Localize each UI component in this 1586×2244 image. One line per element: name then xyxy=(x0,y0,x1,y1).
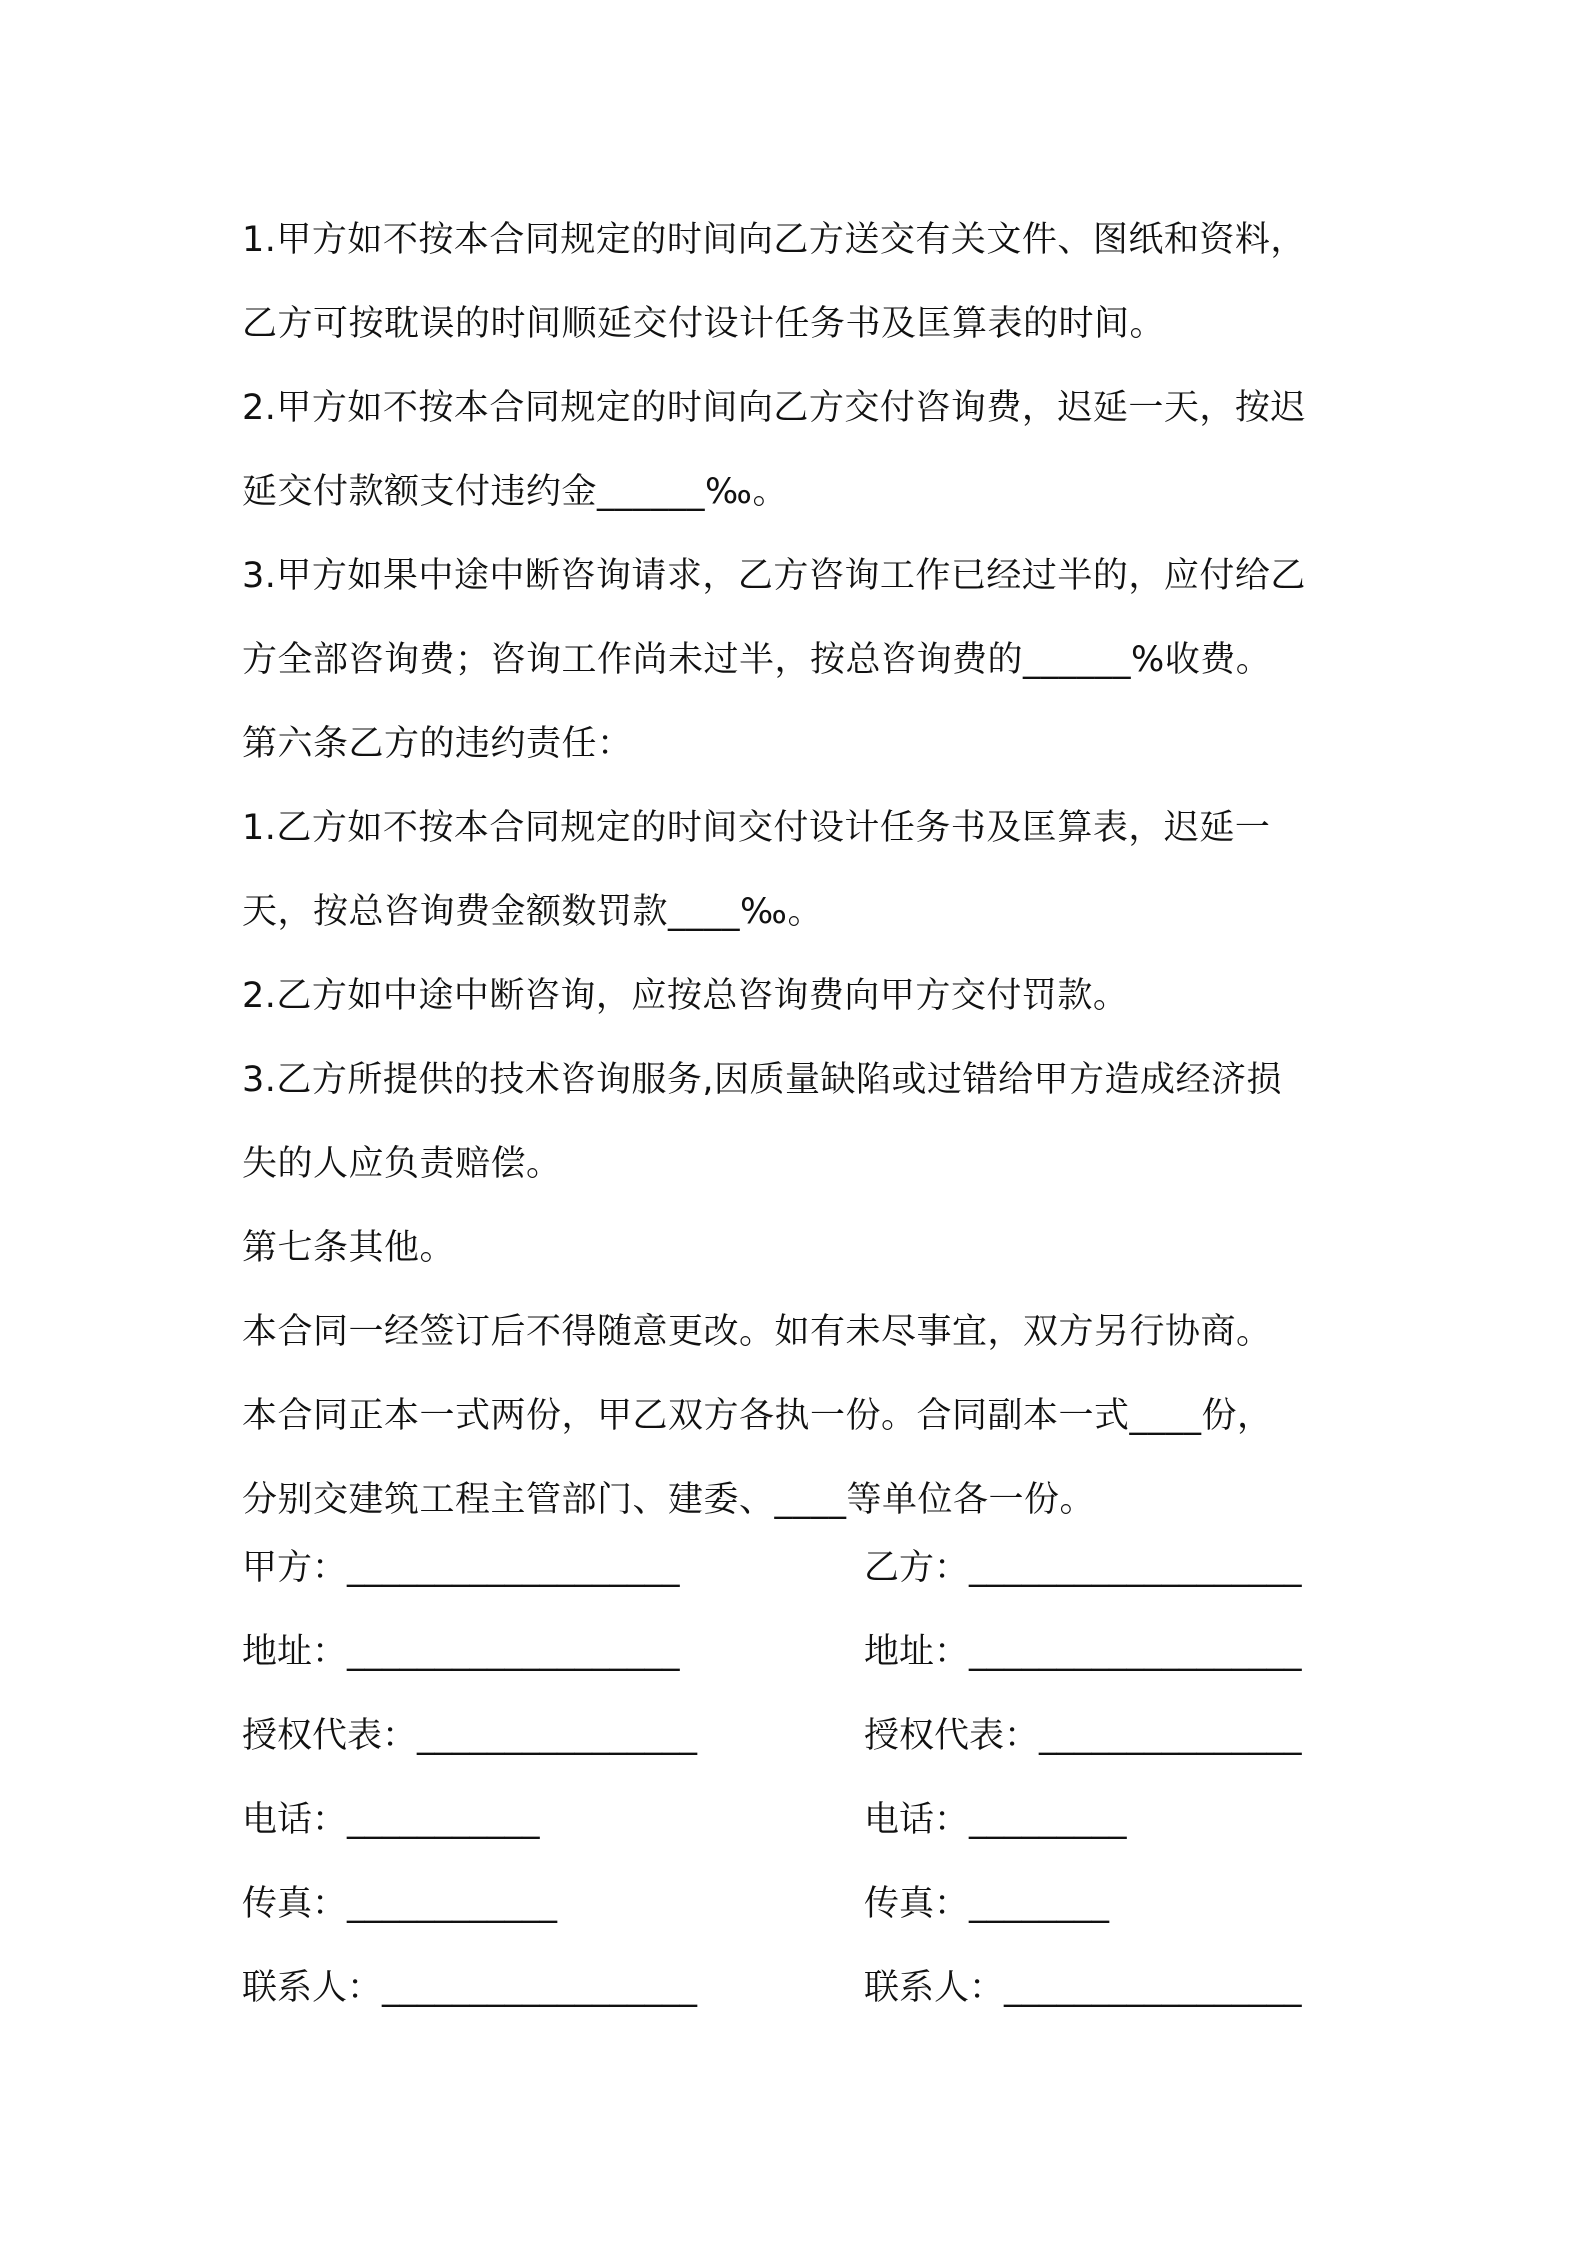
signature-row-address xyxy=(242,1610,1362,1694)
paragraph-line: 2.乙方如中途中断咨询，应按总咨询费向甲方交付罚款。 xyxy=(242,976,1129,1016)
signature-row-party xyxy=(242,1526,1362,1610)
section-heading: 第七条其他。 xyxy=(242,1228,456,1268)
paragraph-line: 失的人应负责赔偿。 xyxy=(242,1144,562,1184)
party-b-name-field: 乙方：___________________ xyxy=(864,1548,1302,1588)
party-a-contact-field: 联系人：__________________ xyxy=(242,1968,698,2008)
paragraph-line: 方全部咨询费；咨询工作尚未过半，按总咨询费的______%收费。 xyxy=(242,640,1272,680)
signature-row-fax xyxy=(242,1862,1362,1946)
signature-row-contact xyxy=(242,1946,1362,2030)
party-a-representative-field: 授权代表：________________ xyxy=(242,1716,698,1756)
signature-row-representative xyxy=(242,1694,1362,1778)
paragraph-line: 3.甲方如果中途中断咨询请求，乙方咨询工作已经过半的，应付给乙 xyxy=(242,556,1306,596)
paragraph-line: 本合同正本一式两份，甲乙双方各执一份。合同副本一式____份， xyxy=(242,1396,1273,1436)
paragraph-line: 天，按总咨询费金额数罚款____‰。 xyxy=(242,892,823,932)
party-b-representative-field: 授权代表：_______________ xyxy=(864,1716,1302,1756)
party-a-address-field: 地址：___________________ xyxy=(242,1632,680,1672)
party-a-fax-field: 传真：____________ xyxy=(242,1884,558,1924)
section-heading: 第六条乙方的违约责任： xyxy=(242,724,633,764)
paragraph-line: 乙方可按耽误的时间顺延交付设计任务书及匡算表的时间。 xyxy=(242,304,1166,344)
party-a-phone-field: 电话：___________ xyxy=(242,1800,540,1840)
paragraph-line: 1.乙方如不按本合同规定的时间交付设计任务书及匡算表，迟延一 xyxy=(242,808,1271,848)
party-b-address-field: 地址：___________________ xyxy=(864,1632,1302,1672)
party-a-name-field: 甲方：___________________ xyxy=(242,1548,680,1588)
party-b-phone-field: 电话：_________ xyxy=(864,1800,1127,1840)
paragraph-line: 2.甲方如不按本合同规定的时间向乙方交付咨询费，迟延一天，按迟 xyxy=(242,388,1306,428)
signature-block xyxy=(242,1526,1362,2030)
contract-text xyxy=(242,198,1362,1542)
paragraph-line: 延交付款额支付违约金______‰。 xyxy=(242,472,788,512)
party-b-contact-field: 联系人：_________________ xyxy=(864,1968,1302,2008)
paragraph-line: 3.乙方所提供的技术咨询服务,因质量缺陷或过错给甲方造成经济损 xyxy=(242,1060,1283,1100)
paragraph-line: 本合同一经签订后不得随意更改。如有未尽事宜，双方另行协商。 xyxy=(242,1312,1272,1352)
paragraph-line: 1.甲方如不按本合同规定的时间向乙方送交有关文件、图纸和资料， xyxy=(242,220,1306,260)
party-b-fax-field: 传真：________ xyxy=(864,1884,1110,1924)
paragraph-line: 分别交建筑工程主管部门、建委、____等单位各一份。 xyxy=(242,1480,1096,1520)
signature-row-phone xyxy=(242,1778,1362,1862)
